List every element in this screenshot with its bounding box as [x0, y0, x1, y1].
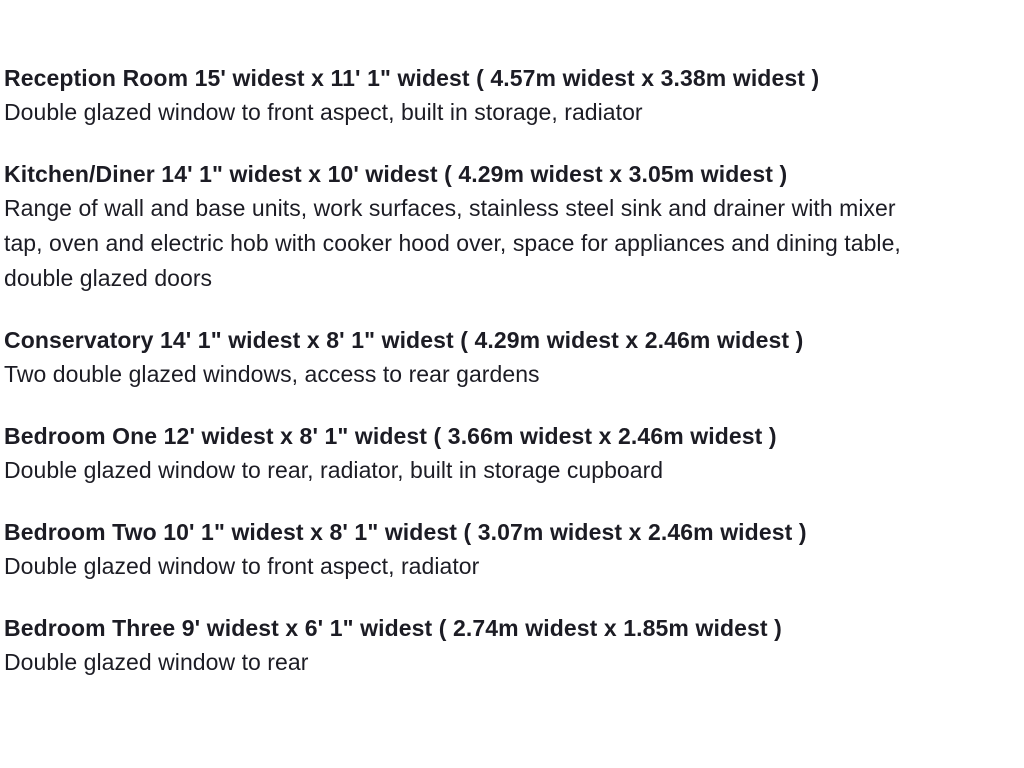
room-heading: Bedroom Three 9' widest x 6' 1" widest ( 2.74m widest x 1.85m widest ) [4, 615, 782, 641]
room-description: Double glazed window to rear, radiator, built in storage cupboard [4, 457, 664, 483]
room-heading: Reception Room 15' widest x 11' 1" widest ( 4.57m widest x 3.38m widest ) [4, 65, 820, 91]
room-description: Range of wall and base units, work surfaces, stainless steel sink and drainer with mixer tap, oven and electric hob with cooker hood over, space for appliances and dining table, double glazed doors [4, 195, 901, 291]
room-entry-reception-room [4, 62, 1020, 130]
room-entry-kitchen-diner [4, 158, 1020, 296]
room-description: Two double glazed windows, access to rear gardens [4, 361, 540, 387]
room-entry-bedroom-one [4, 420, 1020, 488]
room-heading: Bedroom One 12' widest x 8' 1" widest ( 3.66m widest x 2.46m widest ) [4, 423, 777, 449]
room-heading: Kitchen/Diner 14' 1" widest x 10' widest ( 4.29m widest x 3.05m widest ) [4, 161, 788, 187]
room-entry-bedroom-three [4, 612, 1020, 680]
room-description: Double glazed window to front aspect, built in storage, radiator [4, 99, 643, 125]
room-details-list [4, 62, 1020, 708]
room-description: Double glazed window to rear [4, 649, 309, 675]
room-heading: Bedroom Two 10' 1" widest x 8' 1" widest ( 3.07m widest x 2.46m widest ) [4, 519, 807, 545]
room-heading: Conservatory 14' 1" widest x 8' 1" widest ( 4.29m widest x 2.46m widest ) [4, 327, 804, 353]
room-description: Double glazed window to front aspect, radiator [4, 553, 480, 579]
room-entry-bedroom-two [4, 516, 1020, 584]
room-entry-conservatory [4, 324, 1020, 392]
